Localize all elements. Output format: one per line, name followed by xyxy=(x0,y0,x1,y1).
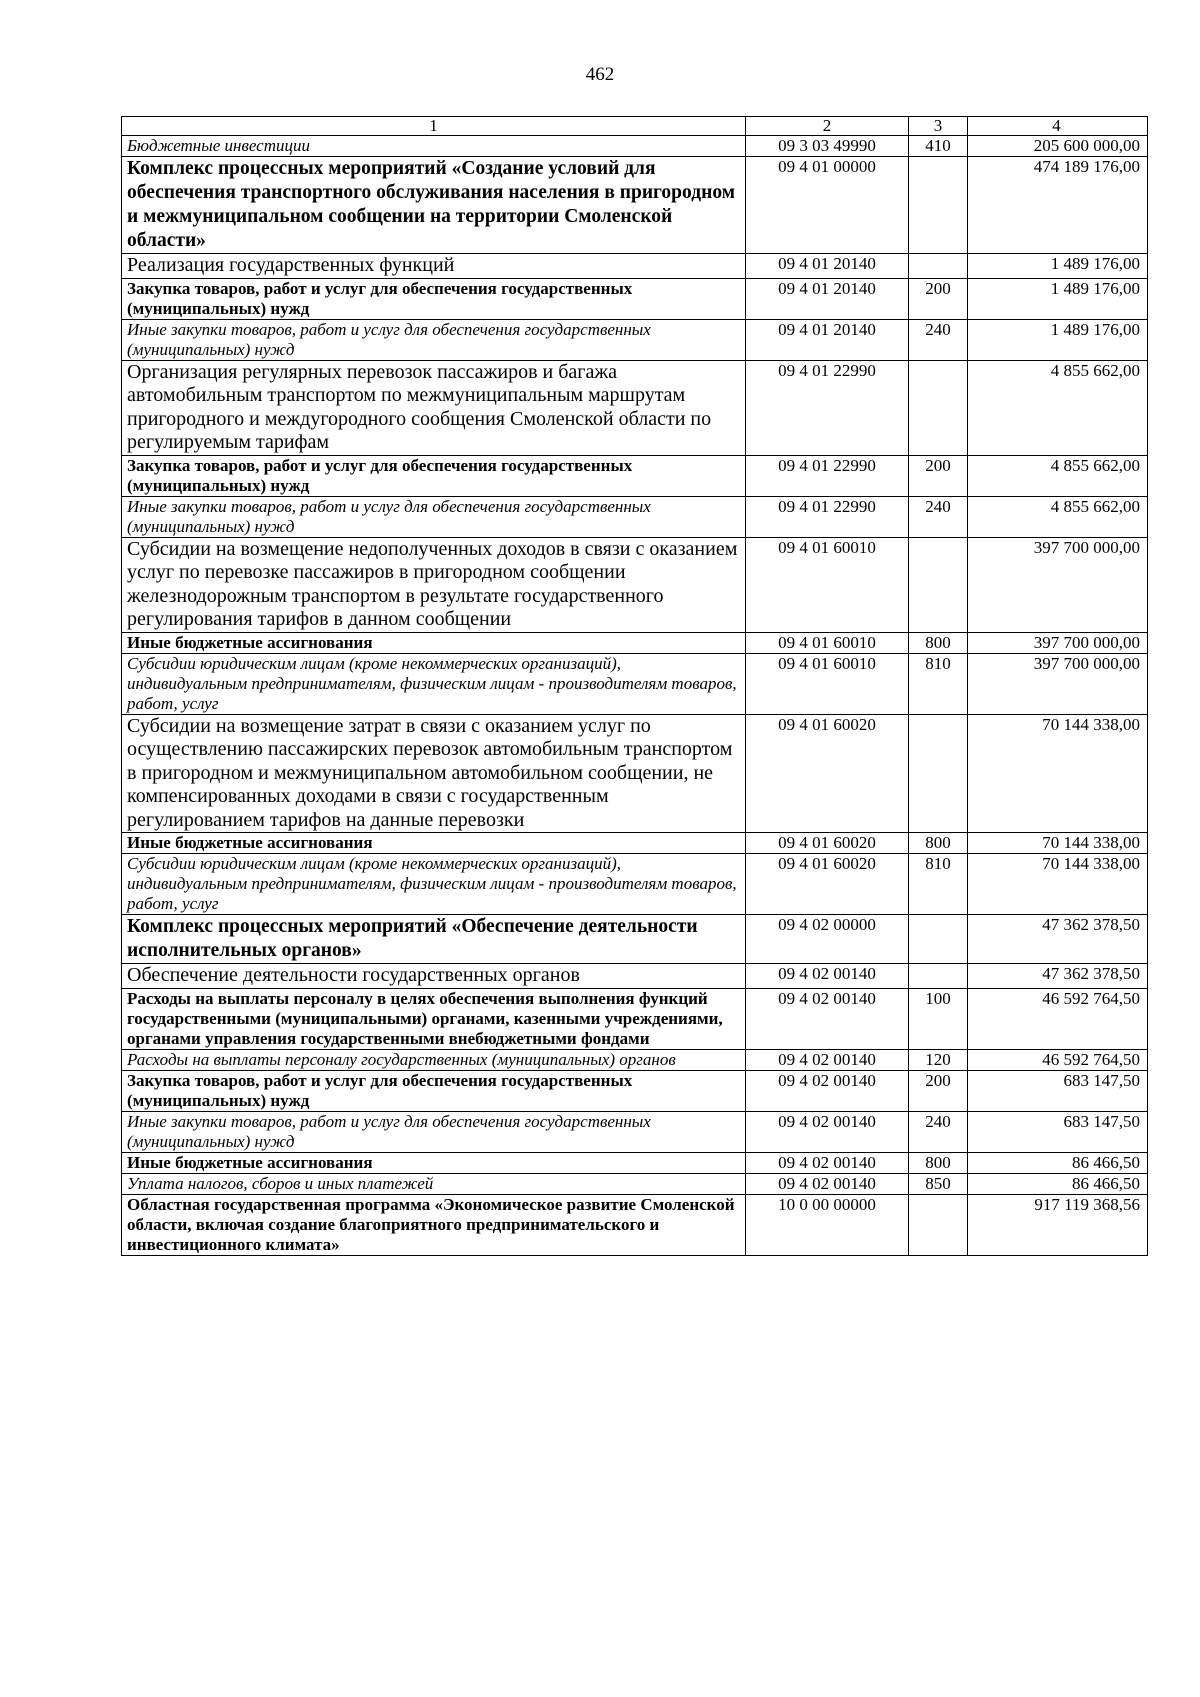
table-row xyxy=(122,988,1148,1049)
row-code-cell: 09 4 01 60010 xyxy=(746,537,909,632)
header-col-1: 1 xyxy=(122,117,746,136)
row-amount-cell: 4 855 662,00 xyxy=(968,455,1148,496)
row-amount-cell: 683 147,50 xyxy=(968,1070,1148,1111)
row-type-cell xyxy=(909,1194,968,1255)
row-code-cell: 09 4 01 00000 xyxy=(746,157,909,254)
table-header-row xyxy=(122,117,1148,136)
row-name-cell: Иные бюджетные ассигнования xyxy=(122,1152,746,1173)
table-row xyxy=(122,496,1148,537)
row-type-cell: 240 xyxy=(909,1111,968,1152)
row-type-cell: 200 xyxy=(909,455,968,496)
row-amount-cell: 70 144 338,00 xyxy=(968,854,1148,915)
row-name-cell: Закупка товаров, работ и услуг для обеспечения государственных (муниципальных) нужд xyxy=(122,455,746,496)
table-row xyxy=(122,964,1148,989)
table-row xyxy=(122,653,1148,714)
row-code-cell: 09 4 02 00000 xyxy=(746,915,909,964)
row-type-cell: 410 xyxy=(909,136,968,157)
table-row xyxy=(122,1194,1148,1255)
row-name-cell: Иные бюджетные ассигнования xyxy=(122,833,746,854)
row-type-cell: 240 xyxy=(909,319,968,360)
row-amount-cell: 1 489 176,00 xyxy=(968,254,1148,279)
row-type-cell: 810 xyxy=(909,653,968,714)
row-type-cell xyxy=(909,964,968,989)
table-row xyxy=(122,319,1148,360)
row-type-cell xyxy=(909,915,968,964)
table-row xyxy=(122,360,1148,455)
row-code-cell: 09 4 02 00140 xyxy=(746,1173,909,1194)
row-name-cell: Иные бюджетные ассигнования xyxy=(122,632,746,653)
row-amount-cell: 86 466,50 xyxy=(968,1152,1148,1173)
row-code-cell: 09 4 02 00140 xyxy=(746,964,909,989)
row-type-cell: 200 xyxy=(909,278,968,319)
row-type-cell: 100 xyxy=(909,988,968,1049)
table-row xyxy=(122,1152,1148,1173)
row-code-cell: 09 4 01 60020 xyxy=(746,833,909,854)
row-name-cell: Расходы на выплаты персоналу в целях обеспечения выполнения функций государственными (муниципальными) органами, казенными учреждениями, органами управления государственными внебюджетными фондами xyxy=(122,988,746,1049)
row-type-cell xyxy=(909,157,968,254)
row-amount-cell: 205 600 000,00 xyxy=(968,136,1148,157)
row-type-cell: 850 xyxy=(909,1173,968,1194)
row-type-cell: 810 xyxy=(909,854,968,915)
table-row xyxy=(122,1049,1148,1070)
row-name-cell: Реализация государственных функций xyxy=(122,254,746,279)
row-amount-cell: 1 489 176,00 xyxy=(968,278,1148,319)
table-row xyxy=(122,1173,1148,1194)
budget-table-body xyxy=(122,117,1148,1256)
row-type-cell xyxy=(909,537,968,632)
row-name-cell: Субсидии юридическим лицам (кроме некоммерческих организаций), индивидуальным предпринимателям, физическим лицам - производителям товаров, работ, услуг xyxy=(122,653,746,714)
row-name-cell: Областная государственная программа «Экономическое развитие Смоленской области, включая создание благоприятного предпринимательского и инвестиционного климата» xyxy=(122,1194,746,1255)
row-amount-cell: 474 189 176,00 xyxy=(968,157,1148,254)
row-type-cell: 200 xyxy=(909,1070,968,1111)
row-code-cell: 09 4 01 22990 xyxy=(746,496,909,537)
row-type-cell: 800 xyxy=(909,1152,968,1173)
table-row xyxy=(122,1111,1148,1152)
row-code-cell: 09 4 02 00140 xyxy=(746,988,909,1049)
row-code-cell: 09 4 02 00140 xyxy=(746,1152,909,1173)
row-type-cell xyxy=(909,254,968,279)
row-code-cell: 09 4 01 20140 xyxy=(746,254,909,279)
row-amount-cell: 397 700 000,00 xyxy=(968,653,1148,714)
header-col-3: 3 xyxy=(909,117,968,136)
table-row xyxy=(122,136,1148,157)
row-name-cell: Организация регулярных перевозок пассажиров и багажа автомобильным транспортом по межмуниципальным маршрутам пригородного и междугородного сообщения Смоленской области по регулируемым тарифам xyxy=(122,360,746,455)
row-code-cell: 09 4 02 00140 xyxy=(746,1049,909,1070)
budget-table xyxy=(121,116,1148,1256)
table-row xyxy=(122,632,1148,653)
row-name-cell: Иные закупки товаров, работ и услуг для обеспечения государственных (муниципальных) нужд xyxy=(122,1111,746,1152)
row-name-cell: Субсидии на возмещение недополученных доходов в связи с оказанием услуг по перевозке пассажиров в пригородном сообщении железнодорожным транспортом в результате государственного регулирования тарифов в данном сообщении xyxy=(122,537,746,632)
row-code-cell: 09 4 01 60010 xyxy=(746,632,909,653)
table-row xyxy=(122,537,1148,632)
table-row xyxy=(122,915,1148,964)
row-amount-cell: 397 700 000,00 xyxy=(968,537,1148,632)
row-code-cell: 09 4 01 60010 xyxy=(746,653,909,714)
row-name-cell: Иные закупки товаров, работ и услуг для обеспечения государственных (муниципальных) нужд xyxy=(122,496,746,537)
table-row xyxy=(122,254,1148,279)
row-name-cell: Закупка товаров, работ и услуг для обеспечения государственных (муниципальных) нужд xyxy=(122,1070,746,1111)
row-amount-cell: 47 362 378,50 xyxy=(968,964,1148,989)
row-name-cell: Субсидии юридическим лицам (кроме некоммерческих организаций), индивидуальным предпринимателям, физическим лицам - производителям товаров, работ, услуг xyxy=(122,854,746,915)
row-type-cell xyxy=(909,360,968,455)
row-type-cell: 240 xyxy=(909,496,968,537)
row-type-cell: 800 xyxy=(909,632,968,653)
table-row xyxy=(122,157,1148,254)
header-col-2: 2 xyxy=(746,117,909,136)
row-name-cell: Закупка товаров, работ и услуг для обеспечения государственных (муниципальных) нужд xyxy=(122,278,746,319)
row-code-cell: 09 4 02 00140 xyxy=(746,1070,909,1111)
row-code-cell: 09 4 01 20140 xyxy=(746,278,909,319)
row-code-cell: 09 4 01 22990 xyxy=(746,360,909,455)
header-col-4: 4 xyxy=(968,117,1148,136)
row-amount-cell: 683 147,50 xyxy=(968,1111,1148,1152)
row-amount-cell: 46 592 764,50 xyxy=(968,988,1148,1049)
row-code-cell: 09 4 01 60020 xyxy=(746,714,909,833)
row-amount-cell: 70 144 338,00 xyxy=(968,833,1148,854)
row-type-cell xyxy=(909,714,968,833)
row-type-cell: 800 xyxy=(909,833,968,854)
row-amount-cell: 46 592 764,50 xyxy=(968,1049,1148,1070)
row-amount-cell: 397 700 000,00 xyxy=(968,632,1148,653)
page-number: 462 xyxy=(585,64,615,85)
row-code-cell: 09 4 01 20140 xyxy=(746,319,909,360)
row-code-cell: 09 4 01 22990 xyxy=(746,455,909,496)
row-amount-cell: 47 362 378,50 xyxy=(968,915,1148,964)
row-name-cell: Комплекс процессных мероприятий «Создание условий для обеспечения транспортного обслуживания населения в пригородном и межмуниципальном сообщении на территории Смоленской области» xyxy=(122,157,746,254)
row-name-cell: Субсидии на возмещение затрат в связи с оказанием услуг по осуществлению пассажирских перевозок автомобильным транспортом в пригородном и межмуниципальном автомобильном сообщении, не компенсированных доходами в связи с государственным регулированием тарифов на данные перевозки xyxy=(122,714,746,833)
row-name-cell: Бюджетные инвестиции xyxy=(122,136,746,157)
table-row xyxy=(122,714,1148,833)
row-name-cell: Обеспечение деятельности государственных органов xyxy=(122,964,746,989)
row-name-cell: Комплекс процессных мероприятий «Обеспечение деятельности исполнительных органов» xyxy=(122,915,746,964)
row-amount-cell: 917 119 368,56 xyxy=(968,1194,1148,1255)
table-row xyxy=(122,833,1148,854)
row-type-cell: 120 xyxy=(909,1049,968,1070)
row-code-cell: 09 3 03 49990 xyxy=(746,136,909,157)
row-amount-cell: 1 489 176,00 xyxy=(968,319,1148,360)
row-name-cell: Расходы на выплаты персоналу государственных (муниципальных) органов xyxy=(122,1049,746,1070)
table-row xyxy=(122,854,1148,915)
row-amount-cell: 4 855 662,00 xyxy=(968,496,1148,537)
row-amount-cell: 70 144 338,00 xyxy=(968,714,1148,833)
row-code-cell: 10 0 00 00000 xyxy=(746,1194,909,1255)
row-amount-cell: 4 855 662,00 xyxy=(968,360,1148,455)
row-amount-cell: 86 466,50 xyxy=(968,1173,1148,1194)
row-code-cell: 09 4 01 60020 xyxy=(746,854,909,915)
row-name-cell: Уплата налогов, сборов и иных платежей xyxy=(122,1173,746,1194)
row-name-cell: Иные закупки товаров, работ и услуг для обеспечения государственных (муниципальных) нужд xyxy=(122,319,746,360)
table-row xyxy=(122,278,1148,319)
table-row xyxy=(122,455,1148,496)
row-code-cell: 09 4 02 00140 xyxy=(746,1111,909,1152)
table-row xyxy=(122,1070,1148,1111)
